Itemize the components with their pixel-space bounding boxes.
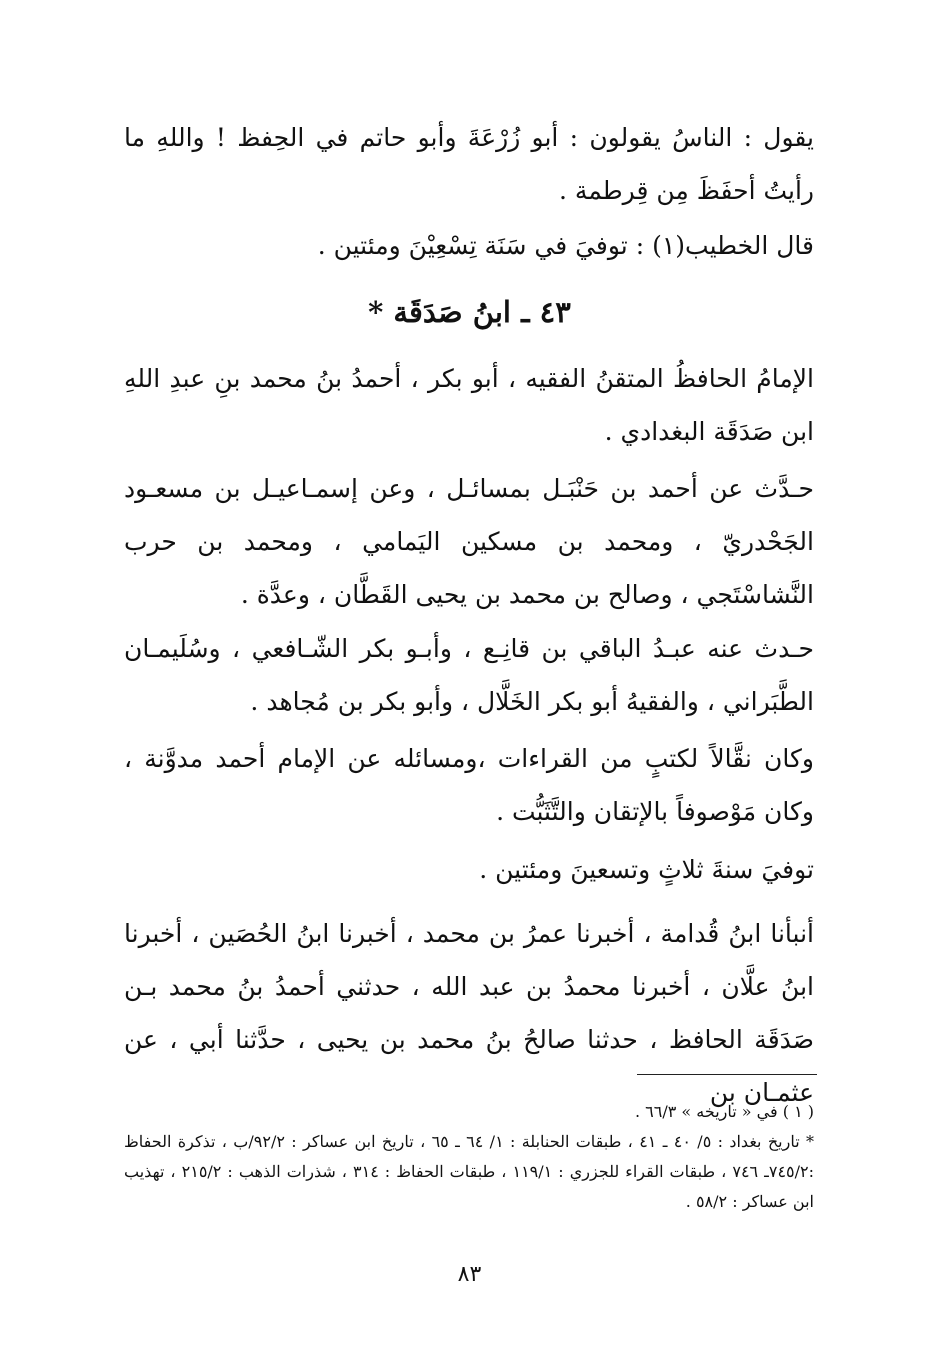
- paragraph-narrated-from: حـدَّث عن أحمد بن حَنْبَـل بمسائـل ، وعن إسمـاعيـل بن مسعـود الجَحْدريّ ، ومحمد بن مسكين اليَمامي ، ومحمد بن حرب النَّشاسْتَجي ، وصالح بن محمد بن يحيى القَطَّان ، وعدَّة .: [124, 474, 814, 609]
- paragraph-description: وكان نقَّالاً لكتبٍ من القراءات ،ومسائله عن الإمام أحمد مدوَّنة ، وكان مَوْصوفاً بالإتقان والتَّثَبُّت .: [124, 744, 814, 826]
- footnote-sources: * تاريخ بغداد : ٥/ ٤٠ ـ ٤١ ، طبقات الحنابلة : ١/ ٦٤ ـ ٦٥ ، تاريخ ابن عساكر : ٩٢/٢/ب ، تذكرة الحفاظ :٧٤٥/٢ـ ٧٤٦ ، طبقات القراء للجزري : ١١٩/١ ، طبقات الحفاظ : ٣١٤ ، شذرات الذهب : ٢١٥/٢ ، تهذيب ابن عساكر : ٥٨/٢ .: [124, 1132, 815, 1211]
- footnotes: [124, 1097, 814, 1217]
- footnote-divider: [637, 1074, 817, 1075]
- entry-heading: ٤٣ ـ ابنُ صَدَقَة *: [368, 295, 571, 329]
- paragraph-narrated-by: حـدث عنه عبـدُ الباقي بن قانِـع ، وأبـو بكر الشّـافعي ، وسُلَيمـان الطَّبَراني ، والفقيهُ أبو بكر الخَلَّال ، وأبو بكر بن مُجاهد .: [124, 634, 814, 716]
- paragraph-biography-name: الإمامُ الحافظُ المتقنُ الفقيه ، أبو بكر ، أحمدُ بنُ محمد بنِ عبدِ اللهِ ابن صَدَقَة البغدادي .: [124, 364, 814, 446]
- paragraph-khatib-death: قال الخطيب(١) : توفيَ في سَنَة تِسْعِيْنَ ومئتين .: [317, 231, 814, 260]
- paragraph-isnad: أنبأنا ابنُ قُدامة ، أخبرنا عمرُ بن محمد ، أخبرنا ابنُ الحُصَين ، أخبرنا ابنُ علَّان ، أخبرنا محمدُ بن عبد الله ، حدثني أحمدُ بنُ محمد بـن صَدَقَة الحافظ ، حدثنا صالحُ بنُ محمد بن يحيى ، حدَّثنا أبي ، عن عثمـان بن: [124, 919, 814, 1107]
- page-number: ٨٣: [457, 1262, 482, 1287]
- paragraph-death-year: توفيَ سنةَ ثلاثٍ وتسعينَ ومئتين .: [479, 855, 814, 884]
- footnote-1: ( ١ ) في « تاريخه » ٦٦/٣ .: [635, 1102, 814, 1121]
- paragraph-intro-quote: يقول : الناسُ يقولون : أبو زُرْعَةَ وأبو حاتم في الحِفظ ! واللهِ ما رأيتُ أحفَظَ مِن قِرطمة .: [124, 123, 814, 205]
